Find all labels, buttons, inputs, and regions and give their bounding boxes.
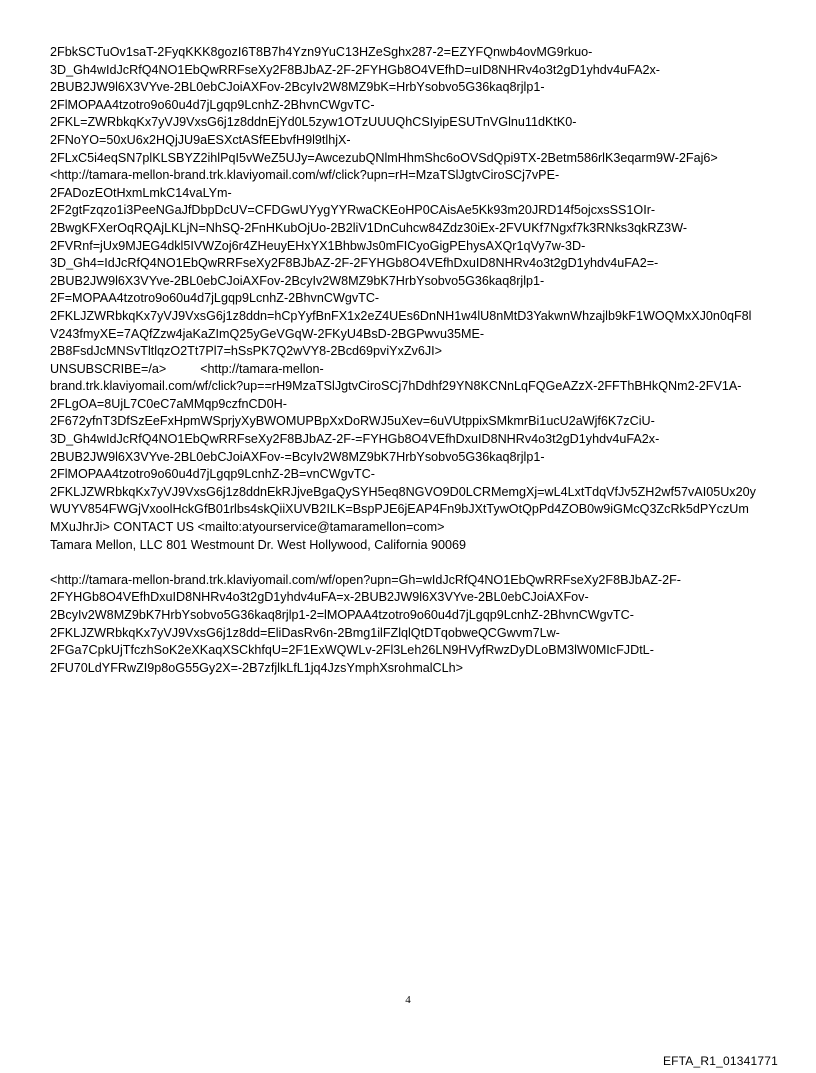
text-line: 2FKLJZWRbkqKx7yVJ9VxsG6j1z8ddn=hCpYyfBnFX1x2eZ4UEs6DnNH1w4lU8nMtD3YakwnWhzajlb9kF1WOQMxXJ0n0qF8l — [50, 308, 752, 323]
email-body — [50, 44, 780, 677]
text-line: 3D_Gh4wIdJcRfQ4NO1EbQwRRFseXy2F8BJbAZ-2F-=FYHGb8O4VEfhDxuID8NHRv4o3t2gD1yhdv4uFA2x- — [50, 432, 660, 447]
text-line: 2FbkSCTuOv1saT-2FyqKKK8gozI6T8B7h4Yzn9YuC13HZeSghx287-2=EZYFQnwb4ovMG9rkuo- — [50, 45, 593, 59]
text-line: 2BcyIv2W8MZ9bK7HrbYsobvo5G36kaq8rjlp1-2=lMOPAA4tzotro9o60u4d7jLgqp9LcnhZ-2BhvnCWgvTC- — [50, 608, 634, 622]
text-line: 2FYHGb8O4VEfhDxuID8NHRv4o3t2gD1yhdv4uFA=x-2BUB2JW9l6X3VYve-2BL0ebCJoiAXFov- — [50, 590, 589, 605]
text-line: 2FGa7CpkUjTfczhSoK2eXKaqXSCkhfqU=2F1ExWQWLv-2Fl3Leh26LN9HVyfRwzDyDLoBM3lW0MIcFJDtL- — [50, 643, 654, 658]
text-line: 2F672yfnT3DfSzEeFxHpmWSprjyXyBWOMUPBpXxDoRWJ5uXev=6uVUtppixSMkmrBi1ucU2aWjf6K7zCiU- — [50, 414, 655, 429]
text-line: 2FLgOA=8UjL7C0eC7aMMqp9czfnCD0H- — [50, 396, 287, 411]
text-line: 2FU70LdYFRwZI9p8oG55Gy2X=-2B7zfjlkLfL1jq4JzsYmphXsrohmalCLh> — [50, 660, 463, 675]
text-line: 2BUB2JW9l6X3VYve-2BL0ebCJoiAXFov-2BcyIv2W8MZ9bK=HrbYsobvo5G36kaq8rjlp1- — [50, 80, 545, 95]
text-line: 2FKL=ZWRbkqKx7yVJ9VxsG6j1z8ddnEjYd0L5zyw1OTzUUUQhCSIyipESUTnVGlnu11dKtK0- — [50, 115, 577, 130]
text-line: 2FlMOPAA4tzotro9o60u4d7jLgqp9LcnhZ-2BhvnCWgvTC- — [50, 97, 375, 112]
text-line: 3D_Gh4=IdJcRfQ4NO1EbQwRRFseXy2F8BJbAZ-2F-2FYHGb8O4VEfhDxuID8NHRv4o3t2gD1yhdv4uFA2=- — [50, 256, 659, 271]
text-line: 2FADozEOtHxmLmkC14vaLYm- — [50, 185, 232, 200]
text-line: 2FKLJZWRbkqKx7yVJ9VxsG6j1z8dd=EliDasRv6n-2Bmg1ilFZlqlQtDTqobweQCGwvm7Lw- — [50, 625, 560, 640]
text-line: 2FNoYO=50xU6x2HQjJU9aESXctASfEEbvfH9l9tlhjX- — [50, 132, 351, 147]
text-line: 2BwgKFXerOqRQAjLKLjN=NhSQ-2FnHKubOjUo-2B2liV1DnCuhcw84Zdz30iEx-2FVUKf7Ngxf7k3RNks3qkRZ3W- — [50, 220, 688, 235]
unsubscribe-link: <http://tamara-mellon- — [200, 361, 324, 376]
text-line: 2FLxC5i4eqSN7plKLSBYZ2ihlPqI5vWeZ5UJy=AwcezubQNlmHhmShc6oOVSdQpi9TX-2Betm586rlK3eqarm9W-2Faj6> — [50, 150, 718, 165]
page-number: 4 — [405, 994, 411, 1006]
text-line: <http://tamara-mellon-brand.trk.klaviyomail.com/wf/click?upn=rH=MzaTSlJgtvCiroSCj7vPE- — [50, 168, 560, 183]
unsubscribe-line — [50, 361, 780, 379]
text-line: <http://tamara-mellon-brand.trk.klaviyomail.com/wf/open?upn=Gh=wIdJcRfQ4NO1EbQwRRFseXy2F8BJbAZ-2F- — [50, 572, 681, 587]
text-line: 2FKLJZWRbkqKx7yVJ9VxsG6j1z8ddnEkRJjveBgaQySYH5eq8NGVO9D0LCRMemgXj=wL4LxtTdqVfJv5ZH2wf57vAI05Ux20y — [50, 484, 756, 499]
text-line: WUYV854FWGjVxoolHckGfB01rlbs4skQiiXUVB2ILK=BspPJE6jEAP4Fn9bJXtTywOtQpPd4ZOB0w9iGMcQ3ZcRk5dPYczUm — [50, 502, 749, 517]
text-line: 2FlMOPAA4tzotro9o60u4d7jLgqp9LcnhZ-2B=vnCWgvTC- — [50, 467, 375, 482]
company-address: Tamara Mellon, LLC 801 Westmount Dr. West Hollywood, California 90069 — [50, 537, 467, 552]
text-line: V243fmyXE=7AQfZzw4jaKaZImQ25yGeVGqW-2FKyU4BsD-2BGPwvu35ME- — [50, 326, 485, 341]
text-line: brand.trk.klaviyomail.com/wf/click?up==rH9MzaTSlJgtvCiroSCj7hDdhf29YN8KCNnLqFQGeAZzX-2FFThBHkQNm2-2FV1A- — [50, 379, 742, 394]
text-line: 2F2gtFzqzo1i3PeeNGaJfDbpDcUV=CFDGwUYygYYRwaCKEoHP0CAisAe5Kk93m20JRD14f5ojcxsSS1OIr- — [50, 203, 656, 218]
text-line: 2FVRnf=jUx9MJEG4dkl5IVWZoj6r4ZHeuyEHxYX1BhbwJs0mFICyoGigPEhysAXQr1qVy7w-3D- — [50, 238, 586, 253]
text-line: 3D_Gh4wIdJcRfQ4NO1EbQwRRFseXy2F8BJbAZ-2F-2FYHGb8O4VEfhD=uID8NHRv4o3t2gD1yhdv4uFA2x- — [50, 62, 660, 77]
contact-line: MXuJhrJi> CONTACT US <mailto:atyourservice@tamaramellon=com> — [50, 520, 445, 535]
text-line: 2BUB2JW9l6X3VYve-2BL0ebCJoiAXFov-=BcyIv2W8MZ9bK7HrbYsobvo5G36kaq8rjlp1- — [50, 449, 545, 464]
text-line: 2BUB2JW9l6X3VYve-2BL0ebCJoiAXFov-2BcyIv2W8MZ9bK7HrbYsobvo5G36kaq8rjlp1- — [50, 273, 545, 288]
unsubscribe-label: UNSUBSCRIBE=/a> — [50, 361, 167, 376]
text-line: 2B8FsdJcMNSvTltlqzO2Tt7Pl7=hSsPK7Q2wVY8-2Bcd69pviYxZv6JI> — [50, 344, 442, 359]
spacer — [50, 554, 780, 572]
bates-number: EFTA_R1_01341771 — [662, 1054, 778, 1068]
text-line: 2F=MOPAA4tzotro9o60u4d7jLgqp9LcnhZ-2BhvnCWgvTC- — [50, 291, 380, 306]
